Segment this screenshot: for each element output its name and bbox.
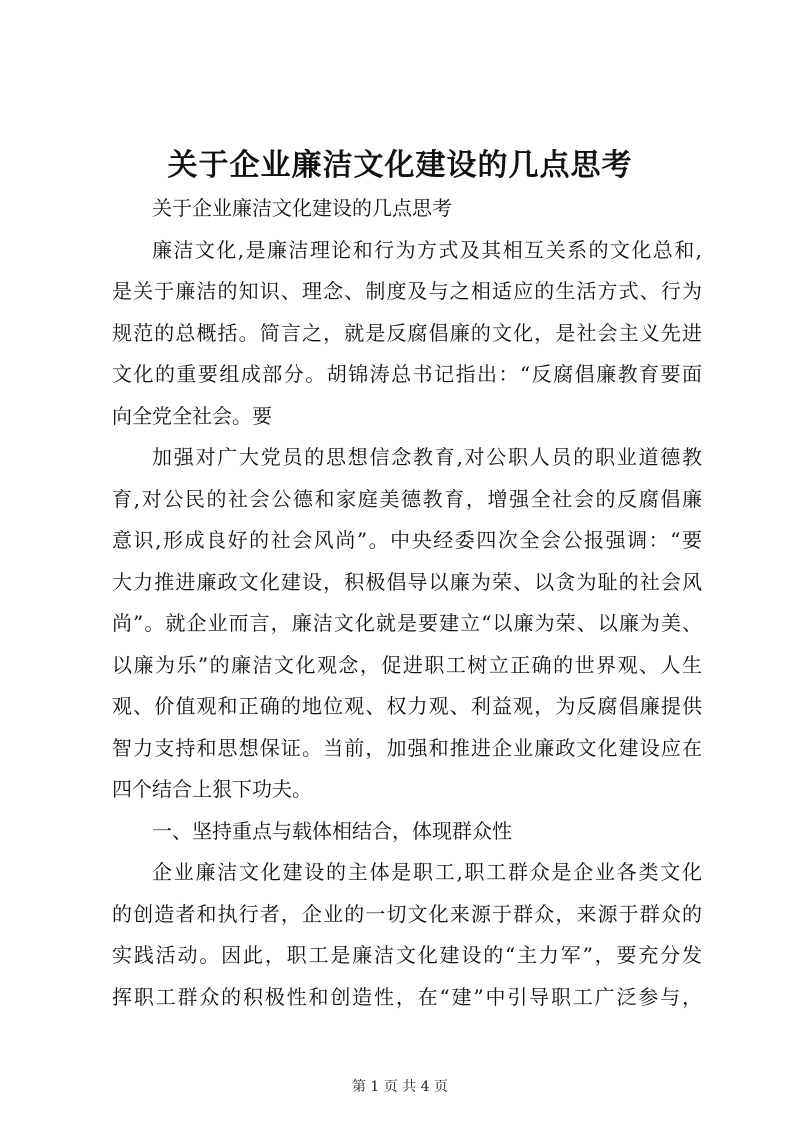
paragraph-line: 是关于廉洁的知识、理念、制度及与之相适应的生活方式、行为 xyxy=(112,279,702,303)
paragraph-line: 的创造者和执行者，企业的一切文化来源于群众，来源于群众的 xyxy=(112,901,702,926)
paragraph-line: 加强对广大党员的思想信念教育,对公职人员的职业道德教 xyxy=(152,445,702,469)
document-body xyxy=(112,188,702,1018)
paragraph-line: 企业廉洁文化建设的主体是职工,职工群众是企业各类文化 xyxy=(152,860,702,884)
paragraph-line: 文化的重要组成部分。胡锦涛总书记指出：“反腐倡廉教育要面 xyxy=(112,362,702,386)
document-title: 关于企业廉洁文化建设的几点思考 xyxy=(167,148,633,183)
paragraph-line: 大力推进廉政文化建设，积极倡导以廉为荣、以贪为耻的社会风 xyxy=(112,569,702,594)
paragraph-line: 育,对公民的社会公德和家庭美德教育，增强全社会的反腐倡廉 xyxy=(112,486,702,511)
page-footer: 第 1 页 共 4 页 xyxy=(351,1079,449,1095)
subtitle-line: 关于企业廉洁文化建设的几点思考 xyxy=(152,196,452,220)
paragraph-line: 规范的总概括。简言之，就是反腐倡廉的文化，是社会主义先进 xyxy=(112,320,702,345)
paragraph-line: 观、价值观和正确的地位观、权力观、利益观，为反腐倡廉提供 xyxy=(112,694,702,718)
paragraph-line: 实践活动。因此，职工是廉洁文化建设的“主力军”，要充分发 xyxy=(112,943,702,967)
paragraph-line: 四个结合上狠下功夫。 xyxy=(112,777,312,801)
paragraph-line: 廉洁文化,是廉洁理论和行为方式及其相互关系的文化总和, xyxy=(152,237,702,262)
section-heading: 一、坚持重点与载体相结合，体现群众性 xyxy=(152,818,512,843)
paragraph-line: 智力支持和思想保证。当前，加强和推进企业廉政文化建设应在 xyxy=(112,735,702,760)
paragraph-line: 向全党全社会。要 xyxy=(112,403,272,428)
paragraph-line: 挥职工群众的积极性和创造性，在“建”中引导职工广泛参与， xyxy=(112,984,702,1009)
paragraph-line: 以廉为乐”的廉洁文化观念，促进职工树立正确的世界观、人生 xyxy=(112,652,702,677)
paragraph-line: 意识,形成良好的社会风尚”。中央经委四次全会公报强调：“要 xyxy=(112,528,702,552)
paragraph-line: 尚”。就企业而言，廉洁文化就是要建立“以廉为荣、以廉为美、 xyxy=(112,611,702,635)
